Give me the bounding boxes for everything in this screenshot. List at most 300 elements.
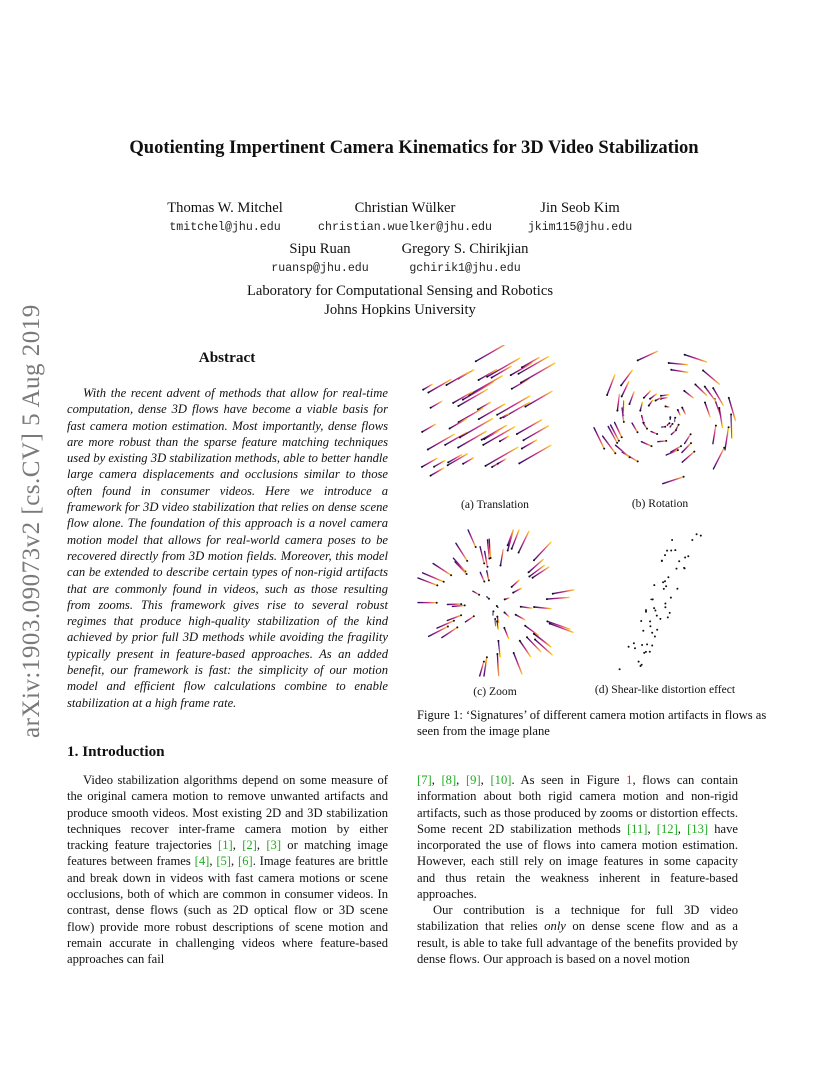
flow-origin-point [637,359,639,361]
flow-origin-point [620,384,622,386]
intro-paragraph-1: Video stabilization algorithms depend on some measure of the original camera motion to remove unwanted artifacts and produce smooth videos. Most existing 2D and 3D stabilization techniques recover inter-frame camera motion by either tracking feature trajectories [1], [2], [3] or matching image features between frames [4], [5], [6]. Image features are brittle and break down in videos with fast camera motions or scene occlusions, both of which are common in consumer videos. In contrast, dense flows (such as 2D optical flow or 3D scene flow) provide more robust descriptions of scene motion and remain accurate in challenging videos where feature-based approaches can fail [67,773,389,967]
flow-origin-point [639,410,641,412]
flow-origin-point [643,397,645,399]
flow-vector [445,432,467,445]
flow-origin-point [504,612,506,614]
flow-vector [465,616,473,622]
flow-origin-point [693,451,695,453]
flow-origin-point [683,476,685,478]
flow-origin-point [651,645,653,647]
flow-origin-point [696,533,698,535]
flow-origin-point [486,656,488,658]
flow-origin-point [466,560,468,562]
citation-link[interactable]: [9] [465,773,481,787]
flow-origin-point [481,439,483,441]
flow-vector [498,641,500,657]
flow-origin-point [497,463,499,465]
flow-vector [495,619,496,626]
flow-origin-point [618,440,620,442]
flow-origin-point [656,629,658,631]
flow-vector [447,615,461,620]
flow-origin-point [483,661,485,663]
author-5 [390,240,540,277]
flow-origin-point [676,568,678,570]
flow-origin-point [462,399,464,401]
figure-panel-zoom [416,528,576,678]
flow-origin-point [533,633,535,635]
flow-vector [522,358,539,368]
flow-origin-point [459,436,461,438]
flow-origin-point [528,571,530,573]
flow-vector [519,357,549,374]
flow-origin-point [663,588,665,590]
flow-vector [476,345,508,361]
flow-vector [463,382,493,399]
flow-origin-point [518,552,520,554]
flow-origin-point [665,405,667,407]
flow-vector [713,448,724,469]
flow-origin-point [546,598,548,600]
flow-origin-point [669,416,671,418]
flow-vector [473,591,479,595]
flow-origin-point [660,395,662,397]
author-email: jkim115@jhu.edu [527,221,633,234]
flow-origin-point [728,397,730,399]
flow-vector [433,564,451,576]
flow-vector [729,398,736,421]
flow-vector [423,384,432,389]
flow-origin-point [637,431,639,433]
flow-origin-point [443,581,445,583]
flow-vector [713,426,716,444]
flow-vector [640,402,642,410]
flow-vector [527,637,541,651]
flow-origin-point [649,620,651,622]
flow-origin-point [690,442,692,444]
flow-origin-point [678,424,680,426]
flow-origin-point [712,387,714,389]
flow-origin-point [649,625,651,627]
flow-origin-point [671,539,673,541]
flow-vector [485,551,488,566]
flow-origin-point [616,410,618,412]
flow-vector [529,559,544,572]
flow-origin-point [534,639,536,641]
flow-origin-point [450,574,452,576]
flow-origin-point [676,588,678,590]
flow-vector [512,580,519,587]
flow-origin-point [546,620,548,622]
citation-link[interactable]: [8] [441,773,457,787]
flow-origin-point [496,653,498,655]
flow-origin-point [654,610,656,612]
flow-origin-point [430,475,432,477]
flow-vector [638,351,658,360]
flow-vector [431,401,442,408]
flow-origin-point [669,612,671,614]
flow-origin-point [524,625,526,627]
flow-origin-point [504,598,506,600]
author-name: Christian Wülker [354,200,456,216]
flow-origin-point [447,461,449,463]
flow-origin-point [645,651,647,653]
arxiv-identifier: arXiv:1903.09073v2 [cs.CV] 5 Aug 2019 [18,304,45,738]
flow-origin-point [491,377,493,379]
flow-origin-point [427,449,429,451]
flow-vector [447,372,470,385]
flow-origin-point [723,447,725,449]
flow-origin-point [634,647,636,649]
flow-origin-point [486,376,488,378]
flow-vector [486,447,518,466]
flow-origin-point [648,405,650,407]
flow-vector [450,419,467,429]
affiliation-university: Johns Hopkins University [324,302,476,318]
citation-link[interactable]: [11] [626,821,648,836]
flow-origin-point [664,580,666,582]
flow-origin-point [640,665,642,667]
author-name: Thomas W. Mitchel [167,200,283,216]
flow-vector [547,597,569,599]
flow-origin-point [677,449,679,451]
flow-vector [497,654,498,676]
flow-vector [684,391,693,398]
flow-vector [434,461,445,467]
flow-origin-point [496,414,498,416]
flow-origin-point [452,402,454,404]
author-4 [250,240,390,277]
flow-vector [521,607,532,609]
flow-vector [682,408,685,414]
flow-vector [685,434,691,443]
flow-origin-point [606,394,608,396]
flow-vector [616,445,630,457]
flow-origin-point [523,439,525,441]
flow-vector [522,440,537,448]
flow-origin-point [446,384,448,386]
flow-origin-point [649,398,651,400]
flow-origin-point [646,643,648,645]
flow-origin-point [643,422,645,424]
flow-vector [453,392,472,403]
flow-vector [534,607,551,609]
flow-origin-point [488,558,490,560]
flow-origin-point [444,444,446,446]
citation-link[interactable]: [3] [266,838,282,853]
flow-origin-point [528,576,530,578]
flow-origin-point [487,566,489,568]
flow-vector [487,358,520,377]
flow-origin-point [483,562,485,564]
flow-origin-point [521,366,523,368]
flow-origin-point [475,546,477,548]
flow-origin-point [491,466,493,468]
flow-origin-point [497,640,499,642]
citation-link[interactable]: [1] [218,838,233,853]
citation-link[interactable]: [13] [687,821,709,836]
flow-origin-point [482,444,484,446]
flow-origin-point [667,616,669,618]
flow-vector [480,572,484,581]
citation-link[interactable]: [12] [656,821,678,836]
flow-vector [703,371,719,385]
flow-origin-point [664,426,666,428]
flow-origin-point [500,417,502,419]
citation-link[interactable]: [5] [216,854,231,869]
citation-link[interactable]: [10] [490,773,512,787]
flow-origin-point [619,668,621,670]
flow-vector [661,395,668,396]
flow-origin-point [496,616,498,618]
flow-origin-point [664,554,666,556]
flow-origin-point [427,392,429,394]
author-email: ruansp@jhu.edu [271,262,369,275]
flow-origin-point [460,614,462,616]
flow-vector [547,621,570,629]
flow-origin-point [488,579,490,581]
flow-origin-point [638,661,640,663]
flow-origin-point [623,421,625,423]
flow-vector [649,400,653,405]
flow-origin-point [511,388,513,390]
flow-origin-point [649,651,651,653]
flow-vector [669,363,688,365]
flow-origin-point [447,626,449,628]
flow-origin-point [672,423,674,425]
figure-link[interactable]: 1 [626,773,633,787]
flow-origin-point [691,539,693,541]
flow-origin-point [492,610,494,612]
flow-origin-point [500,565,502,567]
flow-origin-point [464,604,466,606]
figure-panel-translation [416,345,556,485]
flow-origin-point [449,428,451,430]
flow-origin-point [496,620,498,622]
flow-origin-point [704,402,706,404]
flow-vector [422,424,435,432]
figure-caption: Figure 1: ‘Signatures’ of different camera motion artifacts in flows as seen from the image plane [417,708,767,739]
flow-vector [682,452,694,463]
flow-origin-point [552,593,554,595]
flow-origin-point [421,466,423,468]
flow-origin-point [532,577,534,579]
flow-origin-point [430,407,432,409]
flow-origin-point [678,560,680,562]
author-3 [505,199,655,236]
subcaption-b: (b) Rotation [631,497,689,510]
flow-origin-point [674,417,676,419]
flow-origin-point [653,584,655,586]
flow-vector [487,571,489,581]
flow-origin-point [645,611,647,613]
flow-origin-point [664,606,666,608]
flow-origin-point [496,605,498,607]
flow-origin-point [462,463,464,465]
flow-origin-point [690,433,692,435]
flow-vector [594,428,604,449]
flow-origin-point [475,360,477,362]
flow-origin-point [668,422,670,424]
flow-origin-point [457,405,459,407]
flow-origin-point [503,627,505,629]
flow-origin-point [681,407,683,409]
flow-vector [685,355,707,362]
flow-origin-point [670,550,672,552]
flow-origin-point [718,407,720,409]
flow-origin-point [629,456,631,458]
flow-origin-point [667,576,669,578]
flow-origin-point [637,460,639,462]
flow-origin-point [670,597,672,599]
abstract-body: With the recent advent of methods that allow for real-time computation, dense 3D flows have become a viable basis for fast camera motion estimation. Most importantly, dense flows are more robust than the sparse feature matching techniques used by existing 3D stabilization methods, able to better handle large camera displacements and occlusions similar to those often found in consumer videos. Here we introduce a framework for 3D video stabilization that relies on dense scene flow alone. The foundation of this approach is a novel camera motion model that allows for real-world camera poses to be recovered directly from 3D motion fields. Moreover, this model can be extended to describe certain types of non-rigid artifacts that are commonly found in videos, such as those resulting from zooms. This framework gives rise to several robust regimes that produce high-quality stabilization of the kind achieved by prior full 3D methods while avoiding the fragility typically present in feature-based approaches. As an added benefit, our framework is fast: the simplicity of our motion model and efficient flow calculations combine to enable stabilization at a high frame rate. [67,386,388,710]
flow-vector [621,370,632,385]
flow-origin-point [485,465,487,467]
section-heading-introduction: 1. Introduction [67,743,165,760]
flow-vector [469,376,502,395]
subcaption-d: (d) Shear-like distortion effect [594,683,736,696]
flow-origin-point [628,646,630,648]
flow-origin-point [478,594,480,596]
flow-origin-point [515,614,517,616]
flow-origin-point [684,354,686,356]
flow-origin-point [433,466,435,468]
flow-origin-point [520,606,522,608]
flow-vector [617,394,619,410]
flow-origin-point [421,431,423,433]
flow-vector [534,542,551,560]
flow-origin-point [654,636,656,638]
flow-origin-point [646,428,648,430]
subcaption-a: (a) Translation [461,498,529,511]
flow-origin-point [655,400,657,402]
flow-vector [644,391,651,398]
intro-paragraph-2: Our contribution is a technique for full 3D video stabilization that relies only on dense scene flow and as a result, is able to take full advantage of the benefits provided by dense flows. Our approach is based on a novel motion [417,903,738,966]
flow-vector [500,436,508,441]
flow-vector [431,468,444,476]
flow-origin-point [684,557,686,559]
flow-vector [516,615,525,620]
flow-vector [630,392,635,404]
author-email: gchirik1@jhu.edu [409,262,521,275]
flow-origin-point [683,390,685,392]
flow-origin-point [447,464,449,466]
flow-vector [553,590,574,594]
affiliation [150,282,650,320]
author-email: tmitchel@jhu.edu [169,221,281,234]
flow-origin-point [436,584,438,586]
flow-origin-point [549,623,551,625]
flow-origin-point [656,615,658,617]
flow-vector [453,558,465,571]
flow-vector [603,436,616,453]
flow-origin-point [662,581,664,583]
flow-vector [501,414,509,419]
flow-vector [731,415,732,439]
flow-vector [650,394,656,399]
flow-origin-point [533,559,535,561]
flow-vector [705,403,710,417]
flow-origin-point [510,374,512,376]
flow-origin-point [715,425,717,427]
flow-origin-point [728,426,730,428]
figure-panel-rotation [592,345,742,490]
flow-vector [460,419,493,438]
flow-origin-point [521,448,523,450]
flow-vector [641,442,651,446]
flow-origin-point [466,573,468,575]
flow-origin-point [616,442,618,444]
flow-vector [725,427,729,450]
flow-vector [513,588,521,592]
flow-vector [428,380,451,393]
subcaption-c: (c) Zoom [473,685,517,698]
intro-paragraph-1-cont: [7], [8], [9], [10]. As seen in Figure 1, flows can contain information about both rigid camera motion and non-rigid artifacts, such as those produced by zooms or distortion effects. Some recent 2D stabilization methods [11], [12], [13] have incorporated the use of flows into camera motion estimation. However, each still rely on image features in some capacity and thus retain the weakness inherent in feature-based approaches. [417,773,739,902]
flow-vector [504,628,508,638]
flow-origin-point [694,384,696,386]
flow-vector [455,562,467,574]
author-2 [305,199,505,236]
flow-origin-point [473,615,475,617]
flow-origin-point [651,445,653,447]
citation-link[interactable]: [4] [194,854,210,869]
flow-origin-point [519,640,521,642]
flow-vector [468,530,476,547]
flow-origin-point [659,618,661,620]
abstract-heading: Abstract [198,349,256,366]
flow-origin-point [656,433,658,435]
author-name: Jin Seob Kim [540,200,620,216]
author-name: Gregory S. Chirikjian [401,241,529,257]
author-email: christian.wuelker@jhu.edu [318,221,492,234]
flow-origin-point [629,403,631,405]
flow-origin-point [478,418,480,420]
flow-origin-point [499,440,501,442]
flow-origin-point [453,620,455,622]
citation-link[interactable]: [2] [242,838,257,853]
flow-origin-point [666,550,668,552]
flow-vector [479,370,497,381]
flow-origin-point [513,652,515,654]
flow-origin-point [526,636,528,638]
flow-origin-point [621,395,623,397]
flow-vector [478,402,490,409]
flow-origin-point [651,632,653,634]
flow-origin-point [702,370,704,372]
flow-origin-point [511,548,513,550]
citation-link[interactable]: [6] [238,854,253,869]
flow-vector [719,408,722,427]
flow-vector [520,641,531,657]
flow-origin-point [436,602,438,604]
citation-link[interactable]: [7] [417,773,432,787]
flow-origin-point [670,369,672,371]
flow-vector [682,443,691,452]
flow-origin-point [483,581,485,583]
author-1 [140,199,310,236]
flow-vector [484,657,487,676]
flow-origin-point [668,362,670,364]
flow-origin-point [494,618,496,620]
flow-origin-point [518,373,520,375]
flow-vector [658,441,666,442]
flow-vector [463,458,473,464]
flow-vector [418,578,437,585]
flow-vector [498,459,506,464]
flow-vector [456,543,467,561]
flow-origin-point [677,409,679,411]
flow-origin-point [700,535,702,537]
flow-vector [525,391,552,406]
